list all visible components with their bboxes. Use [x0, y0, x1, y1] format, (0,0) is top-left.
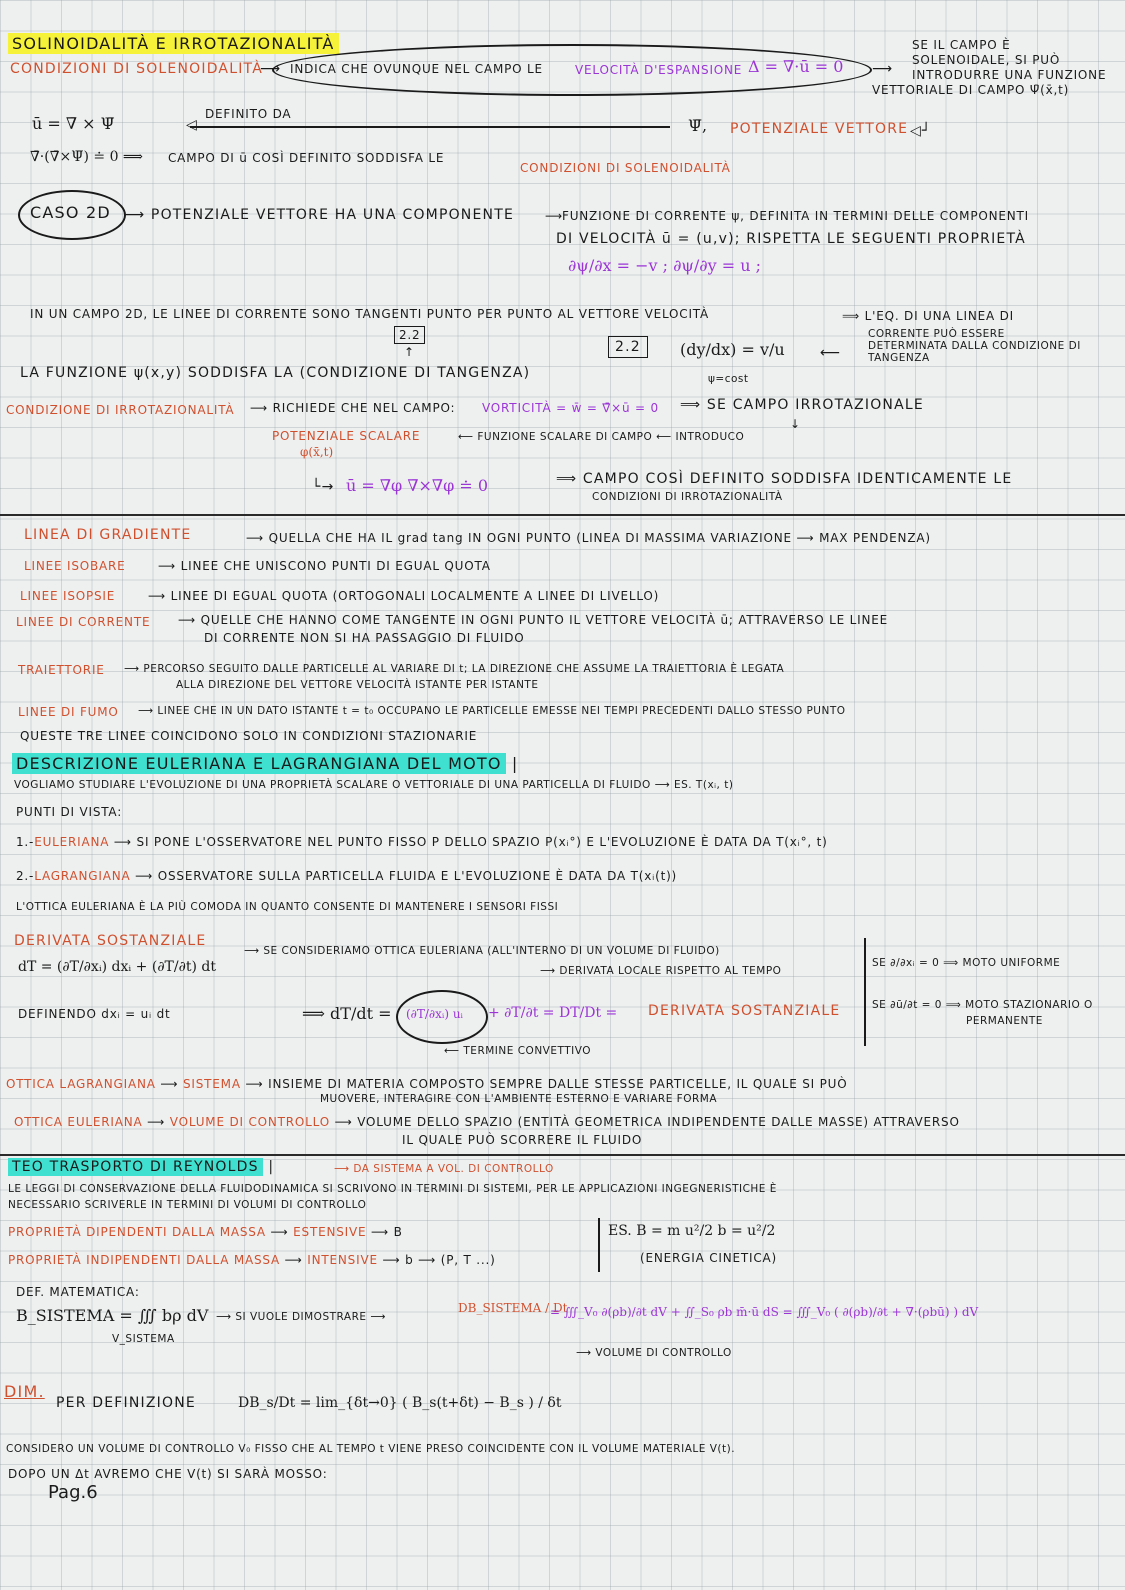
section-title-solenoidality: SOLINOIDALITÀ E IRROTAZIONALITÀ	[8, 36, 339, 52]
limit-definition: DB_s/Dt = lim_{δt→0} ( B_s(t+δt) − B_s ) / δt	[238, 1395, 562, 1411]
section-divider	[0, 514, 1125, 516]
irrotational-result: ⟹ SE CAMPO IRROTAZIONALE	[680, 397, 924, 413]
corrente-label: LINEE DI CORRENTE	[16, 615, 151, 629]
dTdt-equation: ⟹ dT/dt =	[302, 1004, 392, 1023]
arrow-icon: ⟶	[545, 209, 564, 223]
coincidono-text: QUESTE TRE LINEE COINCIDONO SOLO IN CONDIZIONI STAZIONARIE	[20, 729, 478, 743]
arrow-icon: ⟶	[260, 61, 282, 77]
caso2d-text: ⟶ POTENZIALE VETTORE HA UNA COMPONENTE	[124, 207, 514, 223]
section-title-reynolds: TEO TRASPORTO DI REYNOLDS |	[8, 1160, 274, 1174]
div-curl-identity: ∇̄·(∇̄×Ψ̄) ≐ 0 ⟹	[30, 149, 143, 165]
ottica-euleriana-text-2: IL QUALE PUÒ SCORRERE IL FLUIDO	[402, 1133, 643, 1147]
definendo-text: DEFINENDO dxᵢ = uᵢ dt	[18, 1007, 171, 1021]
funz-corrente-2: DI VELOCITÀ ū = (u,v); RISPETTA LE SEGUENTI PROPRIETÀ	[556, 231, 1026, 247]
derivata-locale-text: ⟶ DERIVATA LOCALE RISPETTO AL TEMPO	[540, 965, 782, 977]
side-note-solenoidal: SE IL CAMPO È SOLENOIDALE, SI PUÒ INTRODURRE UNA FUNZIONE VETTORIALE DI CAMPO Ψ̄(x̄,t)	[872, 38, 1107, 97]
reynolds-intro-2: NECESSARIO SCRIVERLE IN TERMINI DI VOLUMI DI CONTROLLO	[8, 1199, 367, 1211]
psi-symbol: Ψ̄,	[688, 116, 708, 135]
intro-text: VOGLIAMO STUDIARE L'EVOLUZIONE DI UNA PROPRIETÀ SCALARE O VETTORIALE DI UNA PARTICELLA DI FLUIDO ⟶ ES. T(xᵢ, t)	[14, 779, 734, 791]
funzione-psi-text: LA FUNZIONE ψ(x,y) SODDISFA LA (CONDIZIONE DI TANGENZA)	[20, 365, 531, 381]
volume-controllo-note: ⟶ VOLUME DI CONTROLLO	[576, 1347, 732, 1359]
corner-arrow-icon: └→	[312, 479, 335, 495]
stream-function-properties: ∂ψ/∂x = −v ; ∂ψ/∂y = u ;	[568, 256, 761, 275]
down-arrow-icon: ↓	[790, 417, 801, 431]
isobare-label: LINEE ISOBARE	[24, 559, 126, 573]
return-arrow-icon: ◁┘	[910, 123, 932, 139]
traiettorie-label: TRAIETTORIE	[18, 663, 105, 677]
linea-gradiente-label: LINEA DI GRADIENTE	[24, 527, 192, 543]
section-title-euleriana: DESCRIZIONE EULERIANA E LAGRANGIANA DEL MOTO |	[12, 756, 519, 772]
cond-irrotazionalita-label: CONDIZIONE DI IRROTAZIONALITÀ	[6, 403, 235, 417]
punti-vista-label: PUNTI DI VISTA:	[16, 805, 123, 819]
definito-da-arrow	[190, 126, 670, 128]
divergence-equation: Δ = ∇̄·ū = 0	[748, 57, 844, 76]
cond-solenoidalita-label: CONDIZIONI DI SOLENOIDALITÀ	[10, 61, 263, 77]
example-divider	[598, 1218, 600, 1272]
arrow-icon: ⟶	[138, 705, 158, 717]
corrente-text-2: DI CORRENTE NON SI HA PASSAGGIO DI FLUIDO	[204, 631, 525, 645]
ottica-lagrangiana-row: OTTICA LAGRANGIANA ⟶ SISTEMA ⟶ INSIEME DI MATERIA COMPOSTO SEMPRE DALLE STESSE PARTICELLE, IL QUALE SI PUÒ	[6, 1077, 848, 1091]
equation-tag-22-box: 2.2	[608, 336, 648, 358]
permanente-note: PERMANENTE	[966, 1015, 1043, 1027]
caso2d-label: CASO 2D	[30, 203, 111, 222]
arrow-icon: ⟶	[124, 207, 151, 223]
linee-corrente-text-1: IN UN CAMPO 2D, LE LINEE DI CORRENTE SONO TANGENTI PUNTO PER PUNTO AL VETTORE VELOCITÀ	[30, 307, 710, 321]
prop-dipendenti-row: PROPRIETÀ DIPENDENTI DALLA MASSA ⟶ ESTENSIVE ⟶ B	[8, 1225, 403, 1239]
reynolds-intro-1: LE LEGGI DI CONSERVAZIONE DELLA FLUIDODINAMICA SI SCRIVONO IN TERMINI DI SISTEMI, PER LE APPLICAZIONI INGEGNERISTICHE È	[8, 1183, 777, 1195]
linee-corrente-note: CORRENTE PUÒ ESSERE DETERMINATA DALLA CONDIZIONE DI TANGENZA	[868, 328, 1081, 365]
up-arrow-icon: ↑	[404, 345, 415, 359]
arrow-icon: ⟶	[124, 663, 144, 675]
cond-sol-text: INDICA CHE OVUNQUE NEL CAMPO LE	[290, 62, 543, 76]
derivata-sostanziale-label: DERIVATA SOSTANZIALE	[14, 933, 207, 949]
traiettorie-text-1: ⟶ PERCORSO SEGUITO DALLE PARTICELLE AL VARIARE DI t; LA DIREZIONE CHE ASSUME LA TRAIETTORIA È LEGATA	[124, 663, 785, 675]
vorticity-equation: VORTICITÀ = w̄ = ∇̄×ū = 0	[482, 401, 659, 415]
funzione-scalare-text: ⟵ FUNZIONE SCALARE DI CAMPO ⟵ INTRODUCO	[458, 431, 745, 443]
reynolds-note: ⟶ DA SISTEMA A VOL. DI CONTROLLO	[334, 1163, 554, 1175]
campo-or-text: CONDIZIONI DI SOLENOIDALITÀ	[520, 161, 731, 175]
fumo-text: ⟶ LINEE CHE IN UN DATO ISTANTE t = t₀ OCCUPANO LE PARTICELLE EMESSE NEI TEMPI PRECEDENTI DALLO STESSO PUNTO	[138, 705, 846, 717]
grad-result-2: CONDIZIONI DI IRROTAZIONALITÀ	[592, 491, 783, 503]
material-derivative-equation: + ∂T/∂t = DT/Dt =	[488, 1005, 618, 1021]
potenziale-vettore: POTENZIALE VETTORE	[730, 121, 909, 137]
euleriana-item: 1.-EULERIANA ⟶ SI PONE L'OSSERVATORE NEL PUNTO FISSO P DELLO SPAZIO P(xᵢ°) E L'EVOLUZIONE È DATA DA T(xᵢ°, t)	[16, 835, 828, 849]
linea-gradiente-text: ⟶ QUELLA CHE HA IL grad tang IN OGNI PUNTO (LINEA DI MASSIMA VARIAZIONE ⟶ MAX PENDENZA)	[246, 531, 931, 545]
dimostrare-text: ⟶ SI VUOLE DIMOSTRARE ⟶	[216, 1311, 386, 1323]
reynolds-transport-equation: = ∭_V₀ ∂(ρb)/∂t dV + ∬_S₀ ρb m̄·ū dS = ∭_V₀ ( ∂(ρb)/∂t + ∇̄·(ρbū) ) dV	[550, 1305, 979, 1319]
arrow-icon: ⟶	[178, 613, 201, 627]
traiettorie-text-2: ALLA DIREZIONE DEL VETTORE VELOCITÀ ISTANTE PER ISTANTE	[176, 679, 539, 691]
v-sistema-label: V_SISTEMA	[112, 1333, 175, 1345]
db-sistema: DB_SISTEMA / Dt	[458, 1301, 568, 1315]
funz-corrente-1: FUNZIONE DI CORRENTE ψ, DEFINITA IN TERMINI DELLE COMPONENTI	[562, 209, 1030, 223]
ottica-euleriana-row: OTTICA EULERIANA ⟶ VOLUME DI CONTROLLO ⟶ VOLUME DELLO SPAZIO (ENTITÀ GEOMETRICA INDIPENDENTE DALLE MASSE) ATTRAVERSO	[14, 1115, 960, 1129]
ottica-comoda-text: L'OTTICA EULERIANA È LA PIÙ COMODA IN QUANTO CONSENTE DI MANTENERE I SENSORI FISSI	[16, 901, 559, 913]
velocity-curl-definition: ū = ∇̄ × Ψ̄	[32, 114, 115, 133]
arrow-icon: ⟶	[250, 401, 273, 415]
convective-term: (∂T/∂xᵢ) uᵢ	[406, 1007, 463, 1021]
arrow-left-icon: ⟵	[820, 345, 842, 361]
isobare-text: ⟶ LINEE CHE UNISCONO PUNTI DI EGUAL QUOTA	[158, 559, 491, 573]
isopsie-label: LINEE ISOPSIE	[20, 589, 116, 603]
campo-text: CAMPO DI ū COSÌ DEFINITO SODDISFA LE	[168, 151, 445, 165]
dim-label: DIM.	[4, 1382, 45, 1401]
b-sistema-definition: B_SISTEMA = ∭ bρ dV	[16, 1306, 209, 1325]
psi-cost-label: ψ=cost	[708, 373, 749, 385]
grad-result-1: ⟹ CAMPO COSÌ DEFINITO SODDISFA IDENTICAMENTE LE	[556, 471, 1013, 487]
prop-indipendenti-row: PROPRIETÀ INDIPENDENTI DALLA MASSA ⟶ INTENSIVE ⟶ b ⟶ (P, T ...)	[8, 1253, 496, 1267]
energia-cinetica-label: (ENERGIA CINETICA)	[640, 1251, 778, 1265]
moto-stazionario-note: SE ∂ū/∂t = 0 ⟹ MOTO STAZIONARIO O	[872, 999, 1093, 1011]
corrente-text-1: ⟶ QUELLE CHE HANNO COME TANGENTE IN OGNI PUNTO IL VETTORE VELOCITÀ ū; ATTRAVERSO LE LINEE	[178, 613, 889, 627]
potenziale-scalare: POTENZIALE SCALARE	[272, 429, 421, 443]
dT-text: ⟶ SE CONSIDERIAMO OTTICA EULERIANA (ALL'INTERNO DI UN VOLUME DI FLUIDO)	[244, 945, 720, 957]
gradient-equations: ū = ∇̄φ ∇̄×∇̄φ ≐ 0	[346, 476, 489, 495]
side-divider	[864, 938, 866, 1046]
derivata-sostanziale-result: DERIVATA SOSTANZIALE	[648, 1003, 841, 1019]
example-energy: ES. B = m u²/2 b = u²/2	[608, 1223, 776, 1239]
fumo-label: LINEE DI FUMO	[18, 705, 119, 719]
per-definizione-text: PER DEFINIZIONE	[56, 1395, 196, 1411]
section-divider	[0, 1154, 1125, 1156]
definito-da-label: DEFINITO DA	[205, 107, 292, 121]
arrow-icon: ⟶	[872, 61, 894, 77]
moto-uniforme-note: SE ∂/∂xᵢ = 0 ⟹ MOTO UNIFORME	[872, 957, 1061, 969]
total-differential: dT = (∂T/∂xᵢ) dxᵢ + (∂T/∂t) dt	[18, 959, 216, 975]
linee-corrente-text-2: ⟹ L'EQ. DI UNA LINEA DI	[842, 309, 1015, 323]
lagrangiana-item: 2.-LAGRANGIANA ⟶ OSSERVATORE SULLA PARTICELLA FLUIDA E L'EVOLUZIONE È DATA DA T(xᵢ(t))	[16, 869, 678, 883]
isopsie-text: ⟶ LINEE DI EGUAL QUOTA (ORTOGONALI LOCALMENTE A LINEE DI LIVELLO)	[148, 589, 660, 603]
arrow-left-icon: ◁	[186, 117, 198, 133]
velocita-espansione: VELOCITÀ D'ESPANSIONE	[575, 63, 743, 77]
page-number: Pag.6	[48, 1482, 98, 1503]
considero-text: CONSIDERO UN VOLUME DI CONTROLLO V₀ FISSO CHE AL TEMPO t VIENE PRESO COINCIDENTE CON IL VOLUME MATERIALE V(t).	[6, 1443, 736, 1455]
dopo-text: DOPO UN Δt AVREMO CHE V(t) SI SARÀ MOSSO:	[8, 1467, 328, 1481]
equation-tag-22: 2.2	[394, 326, 425, 344]
phi-symbol: φ(x̄,t)	[300, 445, 334, 459]
cond-irr-text: ⟶ RICHIEDE CHE NEL CAMPO:	[250, 401, 456, 415]
termine-convettivo: ⟵ TERMINE CONVETTIVO	[444, 1045, 591, 1057]
tangency-equation: (dy/dx) = v/u	[680, 340, 785, 359]
arrow-icon: ⟶	[148, 589, 171, 603]
arrow-icon: ⟶	[246, 531, 269, 545]
ottica-lagrangiana-text-2: MUOVERE, INTERAGIRE CON L'AMBIENTE ESTERNO E VARIARE FORMA	[320, 1093, 718, 1105]
arrow-icon: ⟶	[158, 559, 181, 573]
def-matematica-label: DEF. MATEMATICA:	[16, 1285, 140, 1299]
